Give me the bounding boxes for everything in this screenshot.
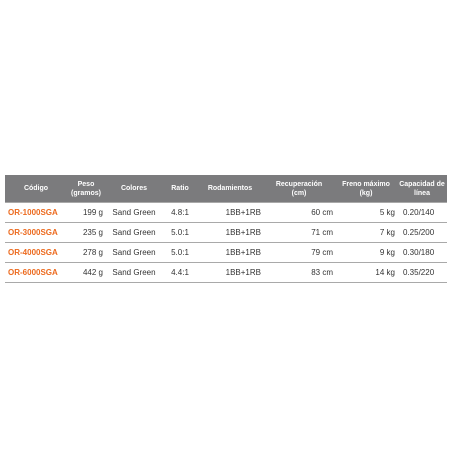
cell-retrieve: 79 cm bbox=[263, 243, 335, 263]
cell-ratio: 5.0:1 bbox=[163, 223, 197, 243]
cell-ratio: 4.8:1 bbox=[163, 203, 197, 223]
cell-color: Sand Green bbox=[105, 203, 163, 223]
cell-capacity: 0.35/220 bbox=[397, 263, 447, 283]
header-codigo: Código bbox=[5, 175, 67, 203]
cell-drag: 9 kg bbox=[335, 243, 397, 263]
cell-weight: 199 g bbox=[67, 203, 105, 223]
header-peso: Peso (gramos) bbox=[67, 175, 105, 203]
cell-retrieve: 83 cm bbox=[263, 263, 335, 283]
table-row bbox=[5, 263, 447, 283]
header-recuperacion: Recuperación (cm) bbox=[263, 175, 335, 203]
cell-retrieve: 60 cm bbox=[263, 203, 335, 223]
cell-ratio: 5.0:1 bbox=[163, 243, 197, 263]
cell-bearings: 1BB+1RB bbox=[197, 263, 263, 283]
cell-code: OR-6000SGA bbox=[5, 263, 67, 283]
cell-bearings: 1BB+1RB bbox=[197, 223, 263, 243]
cell-color: Sand Green bbox=[105, 223, 163, 243]
header-capacidad-linea: Capacidad de línea bbox=[397, 175, 447, 203]
cell-weight: 278 g bbox=[67, 243, 105, 263]
cell-code: OR-4000SGA bbox=[5, 243, 67, 263]
cell-capacity: 0.25/200 bbox=[397, 223, 447, 243]
cell-weight: 235 g bbox=[67, 223, 105, 243]
cell-drag: 14 kg bbox=[335, 263, 397, 283]
cell-drag: 7 kg bbox=[335, 223, 397, 243]
cell-ratio: 4.4:1 bbox=[163, 263, 197, 283]
header-rodamientos: Rodamientos bbox=[197, 175, 263, 203]
cell-retrieve: 71 cm bbox=[263, 223, 335, 243]
cell-code: OR-1000SGA bbox=[5, 203, 67, 223]
spec-table bbox=[5, 175, 447, 283]
cell-color: Sand Green bbox=[105, 243, 163, 263]
table-body bbox=[5, 203, 447, 283]
header-ratio: Ratio bbox=[163, 175, 197, 203]
cell-color: Sand Green bbox=[105, 263, 163, 283]
cell-weight: 442 g bbox=[67, 263, 105, 283]
cell-code: OR-3000SGA bbox=[5, 223, 67, 243]
cell-bearings: 1BB+1RB bbox=[197, 243, 263, 263]
cell-bearings: 1BB+1RB bbox=[197, 203, 263, 223]
table-header bbox=[5, 175, 447, 203]
cell-capacity: 0.20/140 bbox=[397, 203, 447, 223]
cell-capacity: 0.30/180 bbox=[397, 243, 447, 263]
table-row bbox=[5, 223, 447, 243]
table-row bbox=[5, 243, 447, 263]
table-row bbox=[5, 203, 447, 223]
cell-drag: 5 kg bbox=[335, 203, 397, 223]
header-row bbox=[5, 175, 447, 203]
header-colores: Colores bbox=[105, 175, 163, 203]
header-freno-maximo: Freno máximo (kg) bbox=[335, 175, 397, 203]
